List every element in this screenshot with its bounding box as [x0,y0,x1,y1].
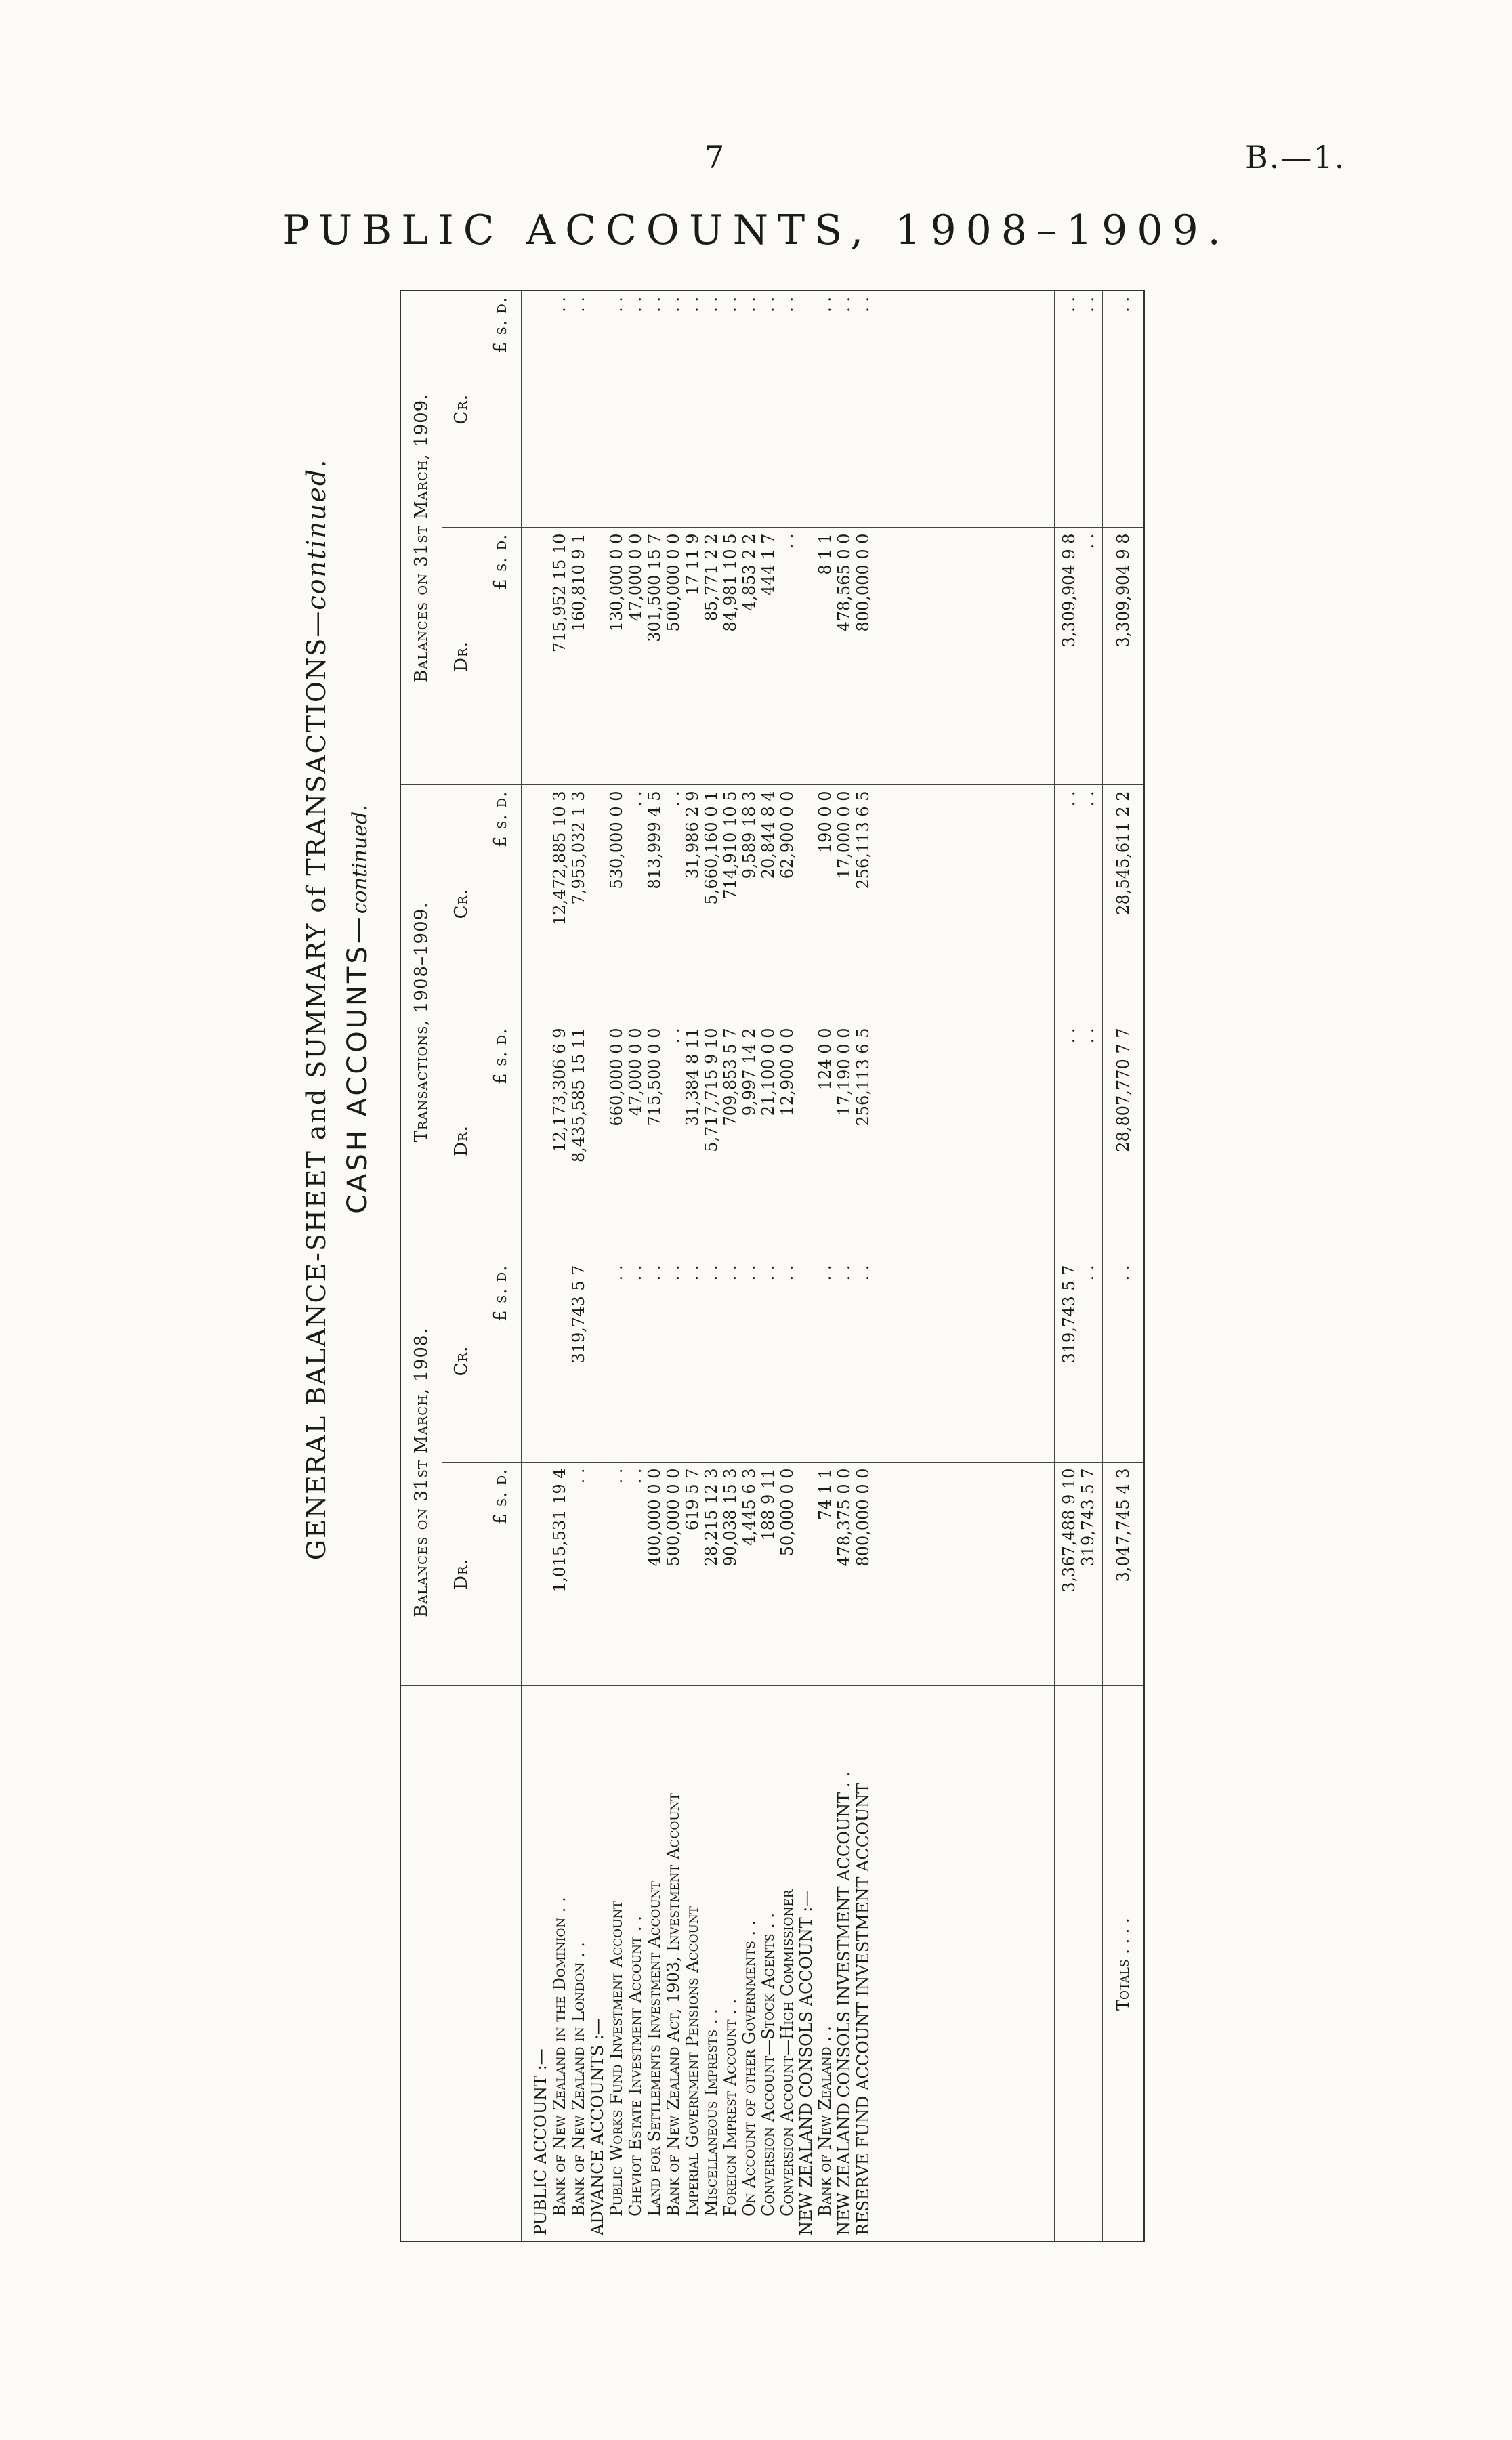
amount-cell: . . [702,1265,721,1281]
amount-cell: . . [1059,1028,1078,1044]
amount-cell: 21,100 0 0 [759,1028,778,1116]
amount-cell: 20,844 8 4 [759,791,778,879]
col-b08-cr [522,1259,1055,1463]
amount-cell: . . [740,1265,759,1281]
amount-cell: . . [1078,1028,1097,1044]
amount-cell [531,297,550,522]
amount-cell: . . [550,296,569,312]
amount-cell: . . [854,296,873,312]
amount-cell: 12,472,885 10 3 [550,791,569,925]
amount-cell: . . [759,296,778,312]
amount-cell: 3,309,904 9 8 [1103,528,1145,785]
row-label: RESERVE FUND ACCOUNT INVESTMENT ACCOUNT [854,1782,873,2235]
amount-cell: . . [1059,791,1078,807]
amount-cell [797,1028,816,1253]
amount-cell: . . [721,296,740,312]
col-b08-dr [522,1463,1055,1686]
header-cr: Cr. [442,291,480,528]
amount-cell: 715,952 15 10 [550,533,569,653]
rotated-balance-sheet [301,291,1145,2242]
amount-cell: 530,000 0 0 [607,791,626,889]
amount-cell: 800,000 0 0 [854,533,873,632]
header-transactions: Transactions, 1908–1909. [400,785,442,1259]
amount-cell: 3,309,904 9 8 [1059,533,1078,648]
amount-cell: 47,000 0 0 [626,1028,645,1116]
amount-cell: 319,743 5 7 [1078,1468,1097,1567]
amount-cell: 4,445 6 3 [740,1468,759,1547]
amount-cell [531,1265,550,1456]
amount-cell: 444 1 7 [759,533,778,596]
amount-cell [588,1265,607,1456]
body-row [522,291,1055,2242]
header-group-row [400,291,442,2242]
page-title: PUBLIC ACCOUNTS, 1908–1909. [282,207,1230,254]
amount-cell: . . [721,1265,740,1281]
amount-cell [550,1265,569,1456]
amount-cell: . . [664,1265,683,1281]
amount-cell: 47,000 0 0 [626,533,645,622]
amount-cell [588,1469,607,1681]
amount-cell: 301,500 15 7 [645,533,664,642]
amount-cell: . . [626,1265,645,1281]
amount-cell: 74 1 1 [816,1468,835,1520]
header-dr: Dr. [442,1022,480,1259]
amount-cell [531,1469,550,1681]
page-number: 7 [705,139,725,175]
amount-cell: 813,999 4 5 [645,791,664,889]
amount-cell: 500,000 0 0 [664,1468,683,1567]
amount-cell [588,533,607,779]
col-b09-cr [522,291,1055,528]
row-label: Cheviot Estate Investment Account . . [626,1916,645,2216]
amount-cell: . . [778,1265,797,1281]
amount-cell: . . [683,296,702,312]
amount-cell: . . [835,1265,854,1281]
amount-cell: . . [854,1265,873,1281]
amount-cell: 31,986 2 9 [683,791,702,879]
amount-cell: 190 0 0 [816,791,835,854]
header-balances-1909: Balances on 31st March, 1909. [400,291,442,785]
amount-cell: 478,565 0 0 [835,533,854,632]
amount-cell: . . [607,1265,626,1281]
row-label: Bank of New Zealand . . [816,2026,835,2216]
amount-cell: 800,000 0 0 [854,1468,873,1567]
row-label: Miscellaneous Imprests . . [702,2008,721,2216]
amount-cell: 85,771 2 2 [702,533,721,622]
amount-cell: 28,545,611 2 2 [1103,785,1145,1022]
row-label: On Account of other Governments . . [740,1920,759,2216]
header-cr: Cr. [442,785,480,1022]
amount-cell: . . [1059,296,1078,312]
amount-cell: . . [607,296,626,312]
amount-cell [797,1469,816,1681]
amount-cell: . . [626,1468,645,1484]
currency-unit: £ s. d. [480,291,522,528]
amount-cell: . . [1078,296,1097,312]
amount-cell: . . [835,296,854,312]
amount-cell: . . [683,1265,702,1281]
amount-cell: 17,000 0 0 [835,791,854,879]
amount-cell: . . [778,533,797,549]
amount-cell: . . [816,1265,835,1281]
amount-cell: . . [664,791,683,807]
amount-cell: 709,853 5 7 [721,1028,740,1127]
amount-cell: 160,810 9 1 [569,533,588,632]
amount-cell: 84,981 10 5 [721,533,740,632]
amount-cell: . . [1078,533,1097,549]
currency-unit: £ s. d. [480,1259,522,1463]
amount-cell: 5,717,715 9 10 [702,1028,721,1152]
amount-cell: 124 0 0 [816,1028,835,1091]
amount-cell: . . [1078,1265,1097,1281]
amount-cell: 12,900 0 0 [778,1028,797,1116]
amount-cell: 7,955,032 1 3 [569,791,588,905]
header-account-blank [400,1686,522,2242]
amount-cell: 256,113 6 5 [854,791,873,889]
amount-cell: 660,000 0 0 [607,1028,626,1127]
amount-cell: 9,997 14 2 [740,1028,759,1116]
amount-cell: 319,743 5 7 [569,1265,588,1364]
amount-cell: 28,807,770 7 7 [1103,1022,1145,1259]
amount-cell: 188 9 11 [759,1468,778,1541]
amount-cell: 4,853 2 2 [740,533,759,611]
amount-cell: . . [626,296,645,312]
currency-unit: £ s. d. [480,1022,522,1259]
amount-cell: 3,047,745 4 3 [1103,1463,1145,1686]
row-label: Public Works Fund Investment Account [607,1901,626,2216]
row-label: Foreign Imprest Account . . [721,1998,740,2216]
amount-cell: 319,743 5 7 [1059,1265,1078,1364]
amount-cell: 50,000 0 0 [778,1468,797,1557]
col-trans-cr [522,785,1055,1022]
amount-cell: . . [645,1265,664,1281]
amount-cell [531,791,550,1016]
amount-cell: . . [569,296,588,312]
amount-cell [531,533,550,779]
header-dr: Dr. [442,528,480,785]
header-dr: Dr. [442,1463,480,1686]
col-b09-dr [522,528,1055,785]
amount-cell: . . [740,296,759,312]
amount-cell: 478,375 0 0 [835,1468,854,1567]
amount-cell: 400,000 0 0 [645,1468,664,1567]
amount-cell: . . [1078,791,1097,807]
amount-cell: . . [645,296,664,312]
cash-accounts-heading: CASH ACCOUNTS—continued. [342,805,373,1214]
amount-cell [797,533,816,779]
amount-cell: 130,000 0 0 [607,533,626,632]
amount-cell: . . [1103,1259,1145,1463]
amount-cell: . . [664,296,683,312]
header-balances-1908: Balances on 31st March, 1908. [400,1259,442,1686]
amount-cell: 500,000 0 0 [664,533,683,632]
amount-cell: 12,173,306 6 9 [550,1028,569,1152]
row-label: PUBLIC ACCOUNT :— [531,2048,550,2235]
row-label: Conversion Account—High Commissioner [778,1889,797,2216]
amount-cell: . . [664,1028,683,1044]
amount-cell: 31,384 8 11 [683,1028,702,1127]
amount-cell: 17 11 9 [683,533,702,596]
amount-cell: 28,215 12 3 [702,1468,721,1567]
row-label: Bank of New Zealand in London . . [569,1942,588,2216]
cash-accounts-table [400,290,1145,2242]
currency-unit: £ s. d. [480,1463,522,1686]
amount-cell: 1,015,531 19 4 [550,1468,569,1593]
totals-row [1103,291,1145,2242]
amount-cell: . . [778,296,797,312]
amount-cell: 9,589 18 3 [740,791,759,879]
amount-cell: 62,900 0 0 [778,791,797,879]
amount-cell: 714,910 10 5 [721,791,740,900]
amount-cell: . . [626,791,645,807]
amount-cell: 3,367,488 9 10 [1059,1468,1078,1593]
balance-sheet-heading: GENERAL BALANCE-SHEET and SUMMARY of TRANSACTIONS—continued. [301,458,331,1561]
row-label: NEW ZEALAND CONSOLS INVESTMENT ACCOUNT . . [835,1771,854,2235]
amount-cell: . . [702,296,721,312]
amount-cell: 256,113 6 5 [854,1028,873,1127]
amount-cell: . . [816,296,835,312]
row-label: Conversion Account—Stock Agents . . [759,1912,778,2216]
amount-cell [797,1265,816,1456]
amount-cell: 5,660,160 0 1 [702,791,721,905]
amount-cell [797,791,816,1016]
amount-cell: 8,435,585 15 11 [569,1028,588,1162]
row-label: ADVANCE ACCOUNTS :— [588,2018,607,2235]
amount-cell: . . [759,1265,778,1281]
amount-cell: 715,500 0 0 [645,1028,664,1127]
amount-cell: 90,038 15 3 [721,1468,740,1567]
subtotal-row [1055,291,1103,2242]
totals-label: Totals . . . . [1103,1686,1145,2242]
amount-cell [588,791,607,1016]
amount-cell: . . [569,1468,588,1484]
col-trans-dr [522,1022,1055,1259]
row-label: Bank of New Zealand Act, 1903, Investment Account [664,1793,683,2216]
amount-cell [588,1028,607,1253]
amount-cell [588,297,607,522]
header-cr: Cr. [442,1259,480,1463]
amount-cell: . . [607,1468,626,1484]
row-label: NEW ZEALAND CONSOLS ACCOUNT :— [797,1890,816,2235]
row-label: Land for Settlements Investment Account [645,1881,664,2216]
amount-cell: 8 1 1 [816,533,835,575]
currency-unit: £ s. d. [480,528,522,785]
document-reference: B.—1. [1245,139,1346,175]
amount-cell: . . [1103,291,1145,528]
currency-unit: £ s. d. [480,785,522,1022]
amount-cell [797,297,816,522]
amount-cell [531,1028,550,1253]
row-label: Imperial Government Pensions Account [683,1906,702,2216]
amount-cell: 619 5 7 [683,1468,702,1531]
amount-cell: 17,190 0 0 [835,1028,854,1116]
row-label: Bank of New Zealand in the Dominion . . [550,1897,569,2216]
